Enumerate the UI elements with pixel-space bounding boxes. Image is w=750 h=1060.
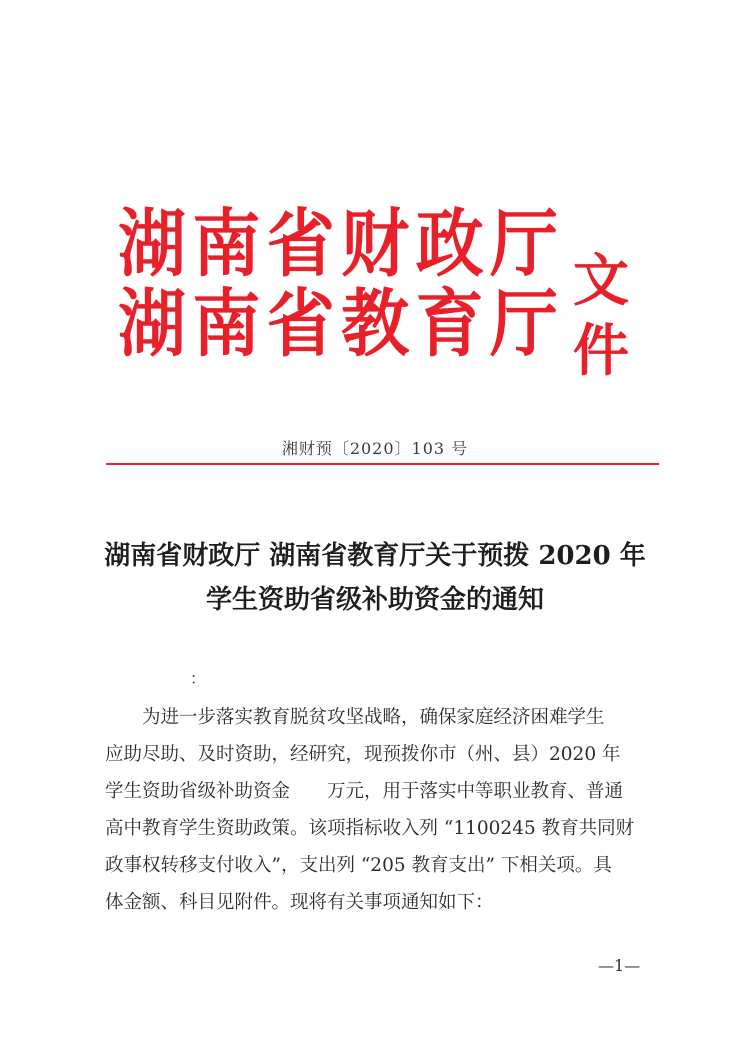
addressee: ： [190,669,207,688]
letterhead-char: 财 [341,201,410,288]
document-title-line-1: 湖南省财政厅 湖南省教育厅关于预拨 2020 年 [104,541,646,571]
letterhead-char: 湖 [118,201,187,288]
document-number: 湘财预〔2020〕103 号 [281,439,469,458]
body-line-1: 为进一步落实教育脱贫攻坚战略，确保家庭经济困难学生 [142,707,605,728]
body-line-6: 体金额、科目见附件。现将有关事项通知如下： [105,892,494,913]
letterhead-char: 教 [341,281,410,368]
red-divider-line [106,463,659,465]
page-number: —1— [598,956,641,975]
letterhead [118,201,678,384]
body-line-2: 应助尽助、及时资助，经研究，现预拨你市（州、县）2020 年 [105,744,621,765]
body-line-4: 高中教育学生资助政策。该项指标收入列 “1100245 教育共同财 [105,818,635,839]
letterhead-char: 厅 [489,281,558,368]
letterhead-dept-finance [118,201,558,288]
body-line-3: 学生资助省级补助资金 万元，用于落实中等职业教育、普通 [105,781,624,802]
letterhead-char: 南 [192,201,261,288]
letterhead-char: 南 [192,281,261,368]
letterhead-char: 湖 [118,281,187,368]
body-line-5: 政事权转移支付收入”，支出列 “205 教育支出” 下相关项。具 [105,855,612,876]
letterhead-dept-education [118,281,558,368]
letterhead-char: 厅 [489,201,558,288]
letterhead-suffix: 文件 [573,249,627,384]
letterhead-char: 省 [266,201,335,288]
letterhead-char: 省 [266,281,335,368]
document-title-line-2: 学生资助省级补助资金的通知 [205,585,544,615]
letterhead-char: 育 [415,281,484,368]
letterhead-char: 政 [415,201,484,288]
